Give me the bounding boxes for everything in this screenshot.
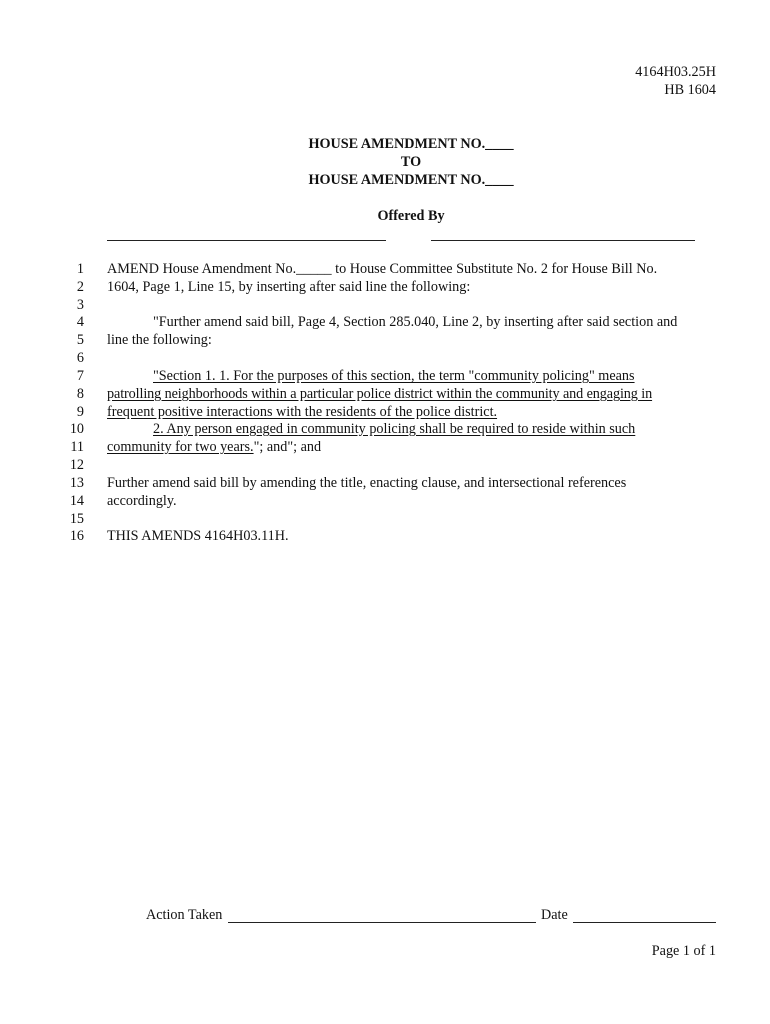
body-line: "Further amend said bill, Page 4, Section 285.040, Line 2, by inserting after said section and bbox=[153, 314, 678, 330]
inserted-text: community for two years. bbox=[107, 439, 254, 455]
line-number: 11 bbox=[70, 439, 84, 455]
line-number: 12 bbox=[69, 457, 84, 473]
title-line-2: TO bbox=[400, 154, 422, 170]
line-number: 13 bbox=[69, 475, 84, 491]
line-number: 3 bbox=[76, 297, 84, 313]
line-number: 2 bbox=[76, 279, 84, 295]
action-taken-line bbox=[228, 922, 536, 923]
line-number: 16 bbox=[69, 528, 84, 544]
offered-by-label: Offered By bbox=[377, 208, 445, 224]
line-number: 15 bbox=[69, 511, 84, 527]
sponsor-signature-line bbox=[107, 240, 386, 241]
title-line-1: HOUSE AMENDMENT NO.____ bbox=[308, 136, 514, 152]
action-taken-label: Action Taken bbox=[146, 907, 223, 923]
inserted-text: frequent positive interactions with the residents of the police district. bbox=[107, 404, 498, 420]
body-line: Further amend said bill by amending the title, enacting clause, and intersectional references bbox=[107, 475, 627, 491]
inserted-text: "Section 1. 1. For the purposes of this section, the term "community policing" means bbox=[153, 368, 635, 384]
line-number: 4 bbox=[76, 314, 84, 330]
line-number: 6 bbox=[76, 350, 84, 366]
body-line: line the following: bbox=[107, 332, 212, 348]
body-line: 1604, Page 1, Line 15, by inserting after said line the following: bbox=[107, 279, 471, 295]
line-number: 1 bbox=[76, 261, 84, 277]
inserted-text: 2. Any person engaged in community policing shall be required to reside within such bbox=[153, 421, 636, 437]
body-line: THIS AMENDS 4164H03.11H. bbox=[107, 528, 289, 544]
date-label: Date bbox=[541, 907, 568, 923]
line-number: 9 bbox=[76, 404, 84, 420]
date-line bbox=[573, 922, 716, 923]
body-line: AMEND House Amendment No._____ to House Committee Substitute No. 2 for House Bill No. bbox=[107, 261, 658, 277]
line-number: 14 bbox=[69, 493, 84, 509]
page-number: Page 1 of 1 bbox=[651, 943, 716, 959]
closing-quote-text: "; and"; and bbox=[253, 439, 322, 455]
body-line: accordingly. bbox=[107, 493, 177, 509]
line-number: 8 bbox=[76, 386, 84, 402]
title-line-3: HOUSE AMENDMENT NO.____ bbox=[308, 172, 514, 188]
document-code: 4164H03.25H bbox=[635, 64, 716, 80]
line-number: 5 bbox=[76, 332, 84, 348]
sponsor-signature-line-2 bbox=[431, 240, 695, 241]
body-line bbox=[107, 439, 321, 456]
inserted-text: patrolling neighborhoods within a particular police district within the community and engaging in bbox=[107, 386, 653, 402]
line-number: 10 bbox=[69, 421, 84, 437]
line-number: 7 bbox=[76, 368, 84, 384]
bill-number: HB 1604 bbox=[664, 82, 716, 98]
